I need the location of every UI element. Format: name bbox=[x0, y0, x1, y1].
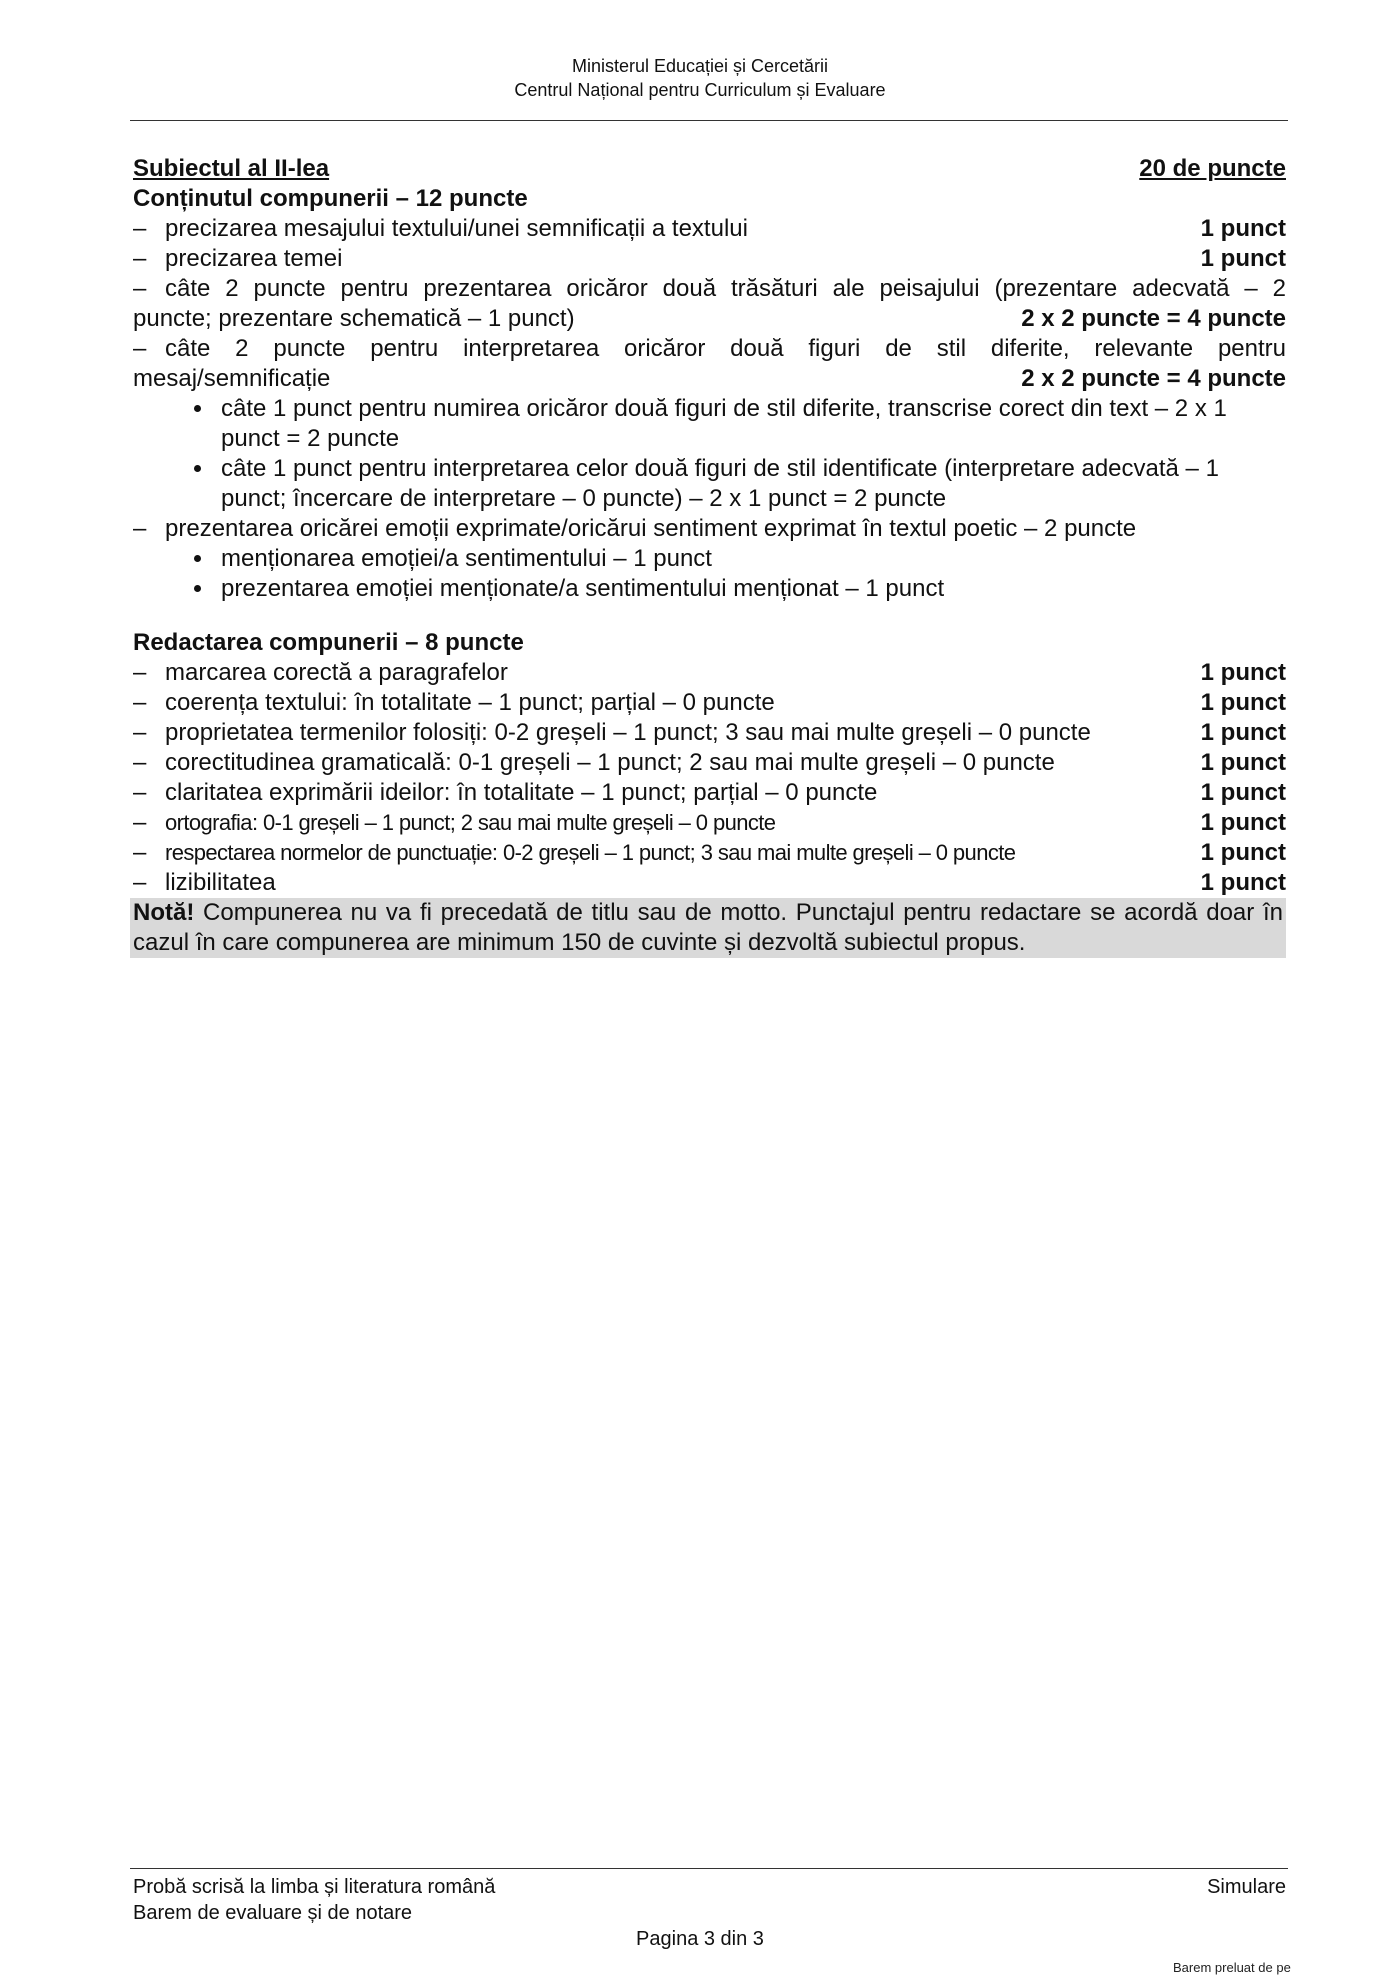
criterion-row bbox=[133, 778, 1286, 808]
criterion-points: 1 punct bbox=[1200, 659, 1286, 686]
center-name: Centrul Național pentru Curriculum și Evaluare bbox=[514, 80, 886, 100]
dash-marker: – bbox=[133, 869, 147, 896]
content-section-heading: Conținutul compunerii – 12 puncte bbox=[133, 185, 528, 212]
sub-criteria-list bbox=[133, 394, 1286, 514]
criterion-text: ortografia: 0-1 greșeli – 1 punct; 2 sau mai multe greșeli – 0 puncte bbox=[165, 810, 776, 835]
dash-marker: – bbox=[133, 779, 147, 806]
dash-marker: – bbox=[133, 215, 147, 242]
criterion-points: 1 punct bbox=[1200, 215, 1286, 242]
page-number: Pagina 3 din 3 bbox=[636, 1928, 764, 1950]
document-footer bbox=[133, 1874, 1286, 1926]
dash-marker: – bbox=[133, 245, 147, 272]
criterion-trasaturi bbox=[133, 274, 1286, 334]
criterion-row bbox=[133, 244, 1286, 274]
dash-marker: – bbox=[133, 719, 147, 746]
list-item: • câte 1 punct pentru interpretarea celor două figuri de stil identificate (interpretare adecvată – 1 punct; încercare de interpretare – 0 puncte) – 2 x 1 punct = 2 puncte bbox=[215, 454, 1286, 514]
criterion-row bbox=[133, 688, 1286, 718]
criterion-text: câte 2 puncte pentru interpretarea oricăror două figuri de stil diferite, relevante pentru bbox=[165, 335, 1286, 362]
criterion-points: 1 punct bbox=[1200, 749, 1286, 776]
source-watermark: Barem preluat de pe bbox=[1173, 1960, 1291, 1975]
criterion-text: lizibilitatea bbox=[165, 869, 276, 896]
criterion-figuri bbox=[133, 334, 1286, 514]
criterion-text-cont: mesaj/semnificație bbox=[133, 365, 331, 392]
list-item: • câte 1 punct pentru numirea oricăror două figuri de stil diferite, transcrise corect din text – 2 x 1 punct = 2 puncte bbox=[215, 394, 1286, 454]
criterion-points: 2 x 2 puncte = 4 puncte bbox=[1021, 365, 1286, 392]
criterion-points: 1 punct bbox=[1200, 809, 1286, 836]
note-text: Compunerea nu va fi precedată de titlu sau de motto. Punctajul pentru redactare se acordă doar în cazul în care compunerea are minimum 150 de cuvinte și dezvoltă subiectul propus. bbox=[133, 899, 1283, 956]
redactare-section-heading: Redactarea compunerii – 8 puncte bbox=[133, 629, 524, 656]
criterion-row bbox=[133, 214, 1286, 244]
criterion-text-cont: puncte; prezentare schematică – 1 punct) bbox=[133, 305, 575, 332]
criterion-text: proprietatea termenilor folosiți: 0-2 greșeli – 1 punct; 3 sau mai multe greșeli – 0 puncte bbox=[165, 719, 1091, 746]
criterion-row bbox=[133, 718, 1286, 748]
criterion-points: 1 punct bbox=[1200, 869, 1286, 896]
list-item: • menționarea emoției/a sentimentului – 1 punct bbox=[215, 544, 1286, 574]
dash-marker: – bbox=[133, 515, 147, 542]
criterion-text: precizarea mesajului textului/unei semnificații a textului bbox=[165, 215, 748, 242]
sub-criteria-list bbox=[133, 544, 1286, 604]
criterion-points: 1 punct bbox=[1200, 779, 1286, 806]
exam-name: Probă scrisă la limba și literatura română bbox=[133, 1876, 496, 1898]
criterion-row bbox=[133, 838, 1286, 868]
subject-points: 20 de puncte bbox=[1139, 155, 1286, 182]
criterion-points: 1 punct bbox=[1200, 839, 1286, 866]
criterion-text: coerența textului: în totalitate – 1 punct; parțial – 0 puncte bbox=[165, 689, 775, 716]
criterion-emotii bbox=[133, 514, 1286, 604]
dash-marker: – bbox=[133, 749, 147, 776]
criterion-points: 2 x 2 puncte = 4 puncte bbox=[1021, 305, 1286, 332]
document-type: Barem de evaluare și de notare bbox=[133, 1902, 413, 1924]
criterion-text: respectarea normelor de punctuație: 0-2 greșeli – 1 punct; 3 sau mai multe greșeli – 0 puncte bbox=[165, 840, 1016, 865]
criterion-text: corectitudinea gramaticală: 0-1 greșeli – 1 punct; 2 sau mai multe greșeli – 0 puncte bbox=[165, 749, 1055, 776]
criterion-row bbox=[133, 748, 1286, 778]
criterion-row bbox=[133, 868, 1286, 898]
footer-divider bbox=[130, 1868, 1288, 1869]
dash-marker: – bbox=[133, 335, 147, 362]
criterion-points: 1 punct bbox=[1200, 689, 1286, 716]
document-header bbox=[0, 54, 1400, 102]
dash-marker: – bbox=[133, 659, 147, 686]
header-divider bbox=[130, 120, 1288, 121]
criterion-text: câte 2 puncte pentru prezentarea oricăror două trăsături ale peisajului (prezentare adecvată – 2 bbox=[165, 275, 1286, 302]
criterion-text: marcarea corectă a paragrafelor bbox=[165, 659, 508, 686]
list-item: • prezentarea emoției menționate/a sentimentului menționat – 1 punct bbox=[215, 574, 1286, 604]
criterion-row bbox=[133, 808, 1286, 838]
ministry-name: Ministerul Educației și Cercetării bbox=[571, 56, 829, 76]
criterion-text: claritatea exprimării ideilor: în totalitate – 1 punct; parțial – 0 puncte bbox=[165, 779, 878, 806]
dash-marker: – bbox=[133, 839, 147, 866]
note-box bbox=[130, 898, 1286, 958]
criterion-row bbox=[133, 658, 1286, 688]
criterion-points: 1 punct bbox=[1200, 719, 1286, 746]
subject-title: Subiectul al II-lea bbox=[133, 155, 330, 182]
criterion-text: prezentarea oricărei emoții exprimate/oricărui sentiment exprimat în textul poetic – 2 puncte bbox=[165, 515, 1137, 542]
dash-marker: – bbox=[133, 809, 147, 836]
scoring-content bbox=[133, 154, 1286, 958]
dash-marker: – bbox=[133, 689, 147, 716]
exam-type: Simulare bbox=[1207, 1876, 1286, 1898]
note-label: Notă! bbox=[133, 899, 195, 926]
criterion-text: precizarea temei bbox=[165, 245, 343, 272]
dash-marker: – bbox=[133, 275, 147, 302]
criterion-points: 1 punct bbox=[1200, 245, 1286, 272]
subject-heading bbox=[133, 154, 1286, 184]
